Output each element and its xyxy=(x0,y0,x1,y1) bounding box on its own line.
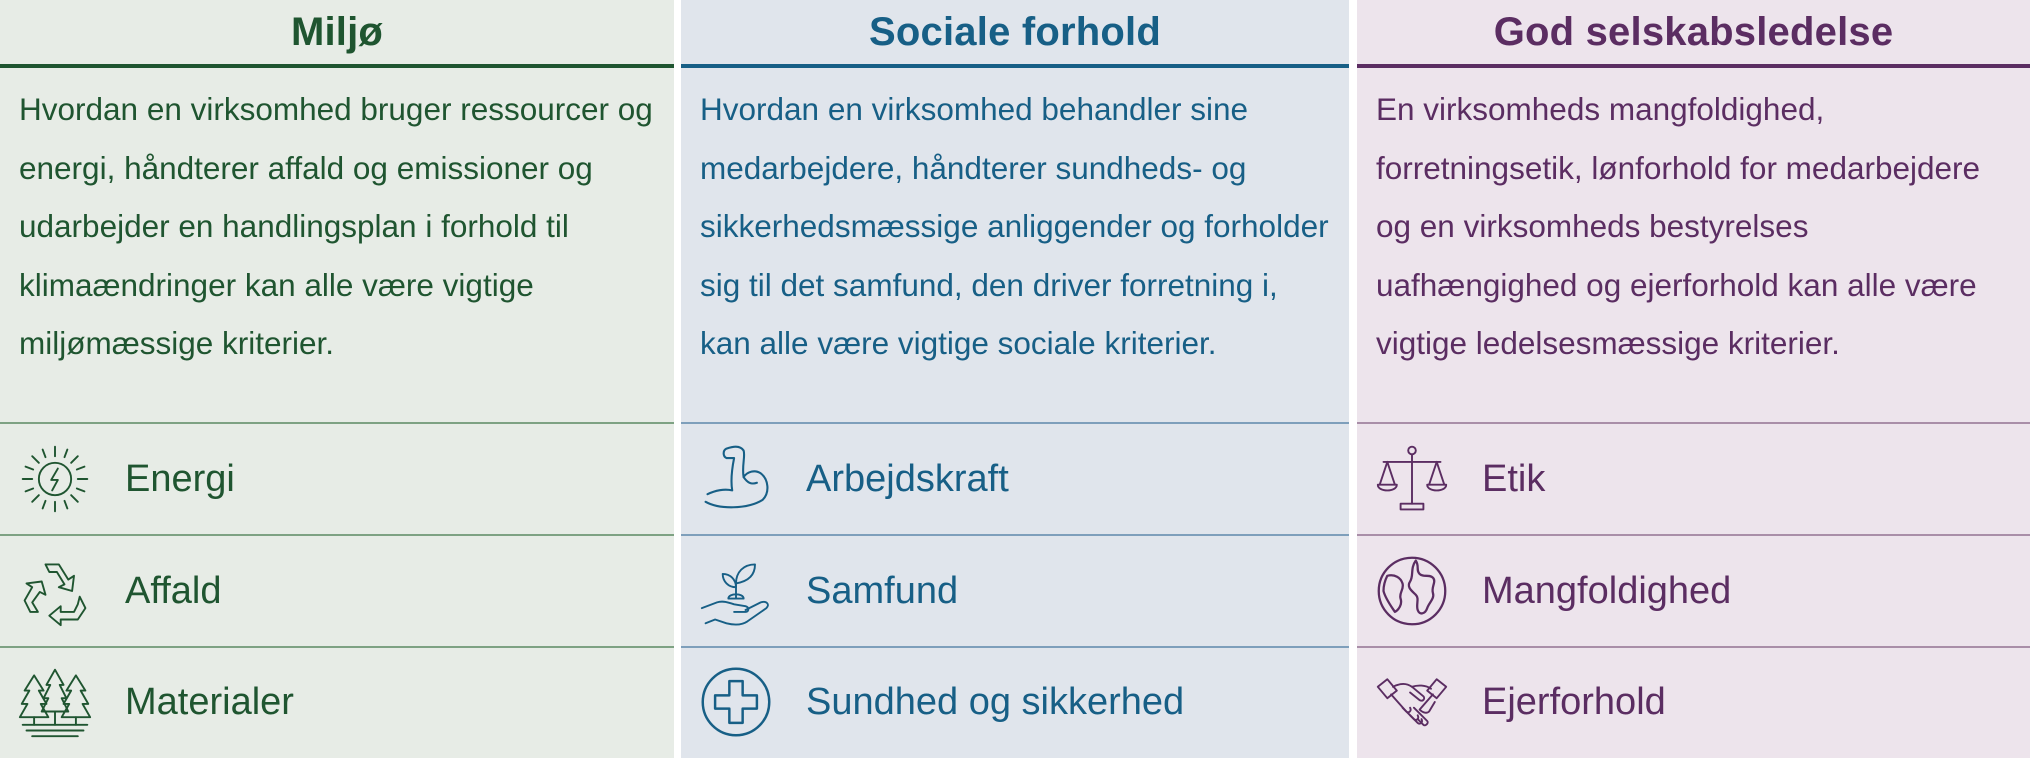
column-environment xyxy=(0,0,674,758)
column-title: Miljø xyxy=(0,0,674,68)
item-mangfoldighed xyxy=(1357,536,2030,648)
column-description: Hvordan en virksomhed behandler sine medarbejdere, håndterer sundheds- og sikkerhedsmæssige anliggender og forholder sig til det samfund, den driver forretning i, kan alle være vigtige sociale kriterier. xyxy=(681,68,1349,424)
item-label: Ejerforhold xyxy=(1482,680,1666,723)
item-materialer xyxy=(0,648,674,756)
flexed-arm-icon xyxy=(696,439,776,519)
column-governance xyxy=(1357,0,2030,758)
item-label: Arbejdskraft xyxy=(806,457,1009,500)
item-label: Sundhed og sikkerhed xyxy=(806,680,1185,723)
item-label: Samfund xyxy=(806,569,959,612)
item-arbejdskraft xyxy=(681,424,1349,536)
column-social xyxy=(681,0,1349,758)
sun-energy-icon xyxy=(15,439,95,519)
item-etik xyxy=(1357,424,2030,536)
item-label: Materialer xyxy=(125,680,294,723)
item-label: Mangfoldighed xyxy=(1482,569,1732,612)
item-ejerforhold xyxy=(1357,648,2030,756)
column-description: Hvordan en virksomhed bruger ressourcer og energi, håndterer affald og emissioner og udarbejder en handlingsplan i forhold til klimaændringer kan alle være vigtige miljømæssige kriterier. xyxy=(0,68,674,424)
column-title: God selskabsledelse xyxy=(1357,0,2030,68)
item-affald xyxy=(0,536,674,648)
medical-cross-icon xyxy=(696,662,776,742)
handshake-icon xyxy=(1372,662,1452,742)
item-sundhed-og-sikkerhed xyxy=(681,648,1349,756)
item-samfund xyxy=(681,536,1349,648)
column-title: Sociale forhold xyxy=(681,0,1349,68)
item-label: Affald xyxy=(125,569,222,612)
hand-sprout-icon xyxy=(696,551,776,631)
recycle-icon xyxy=(15,551,95,631)
item-label: Etik xyxy=(1482,457,1546,500)
forest-icon xyxy=(15,662,95,742)
column-description: En virksomheds mangfoldighed, forretningsetik, lønforhold for medarbejdere og en virksomheds bestyrelses uafhængighed og ejerforhold kan alle være vigtige ledelsesmæssige kriterier. xyxy=(1357,68,2030,424)
item-energi xyxy=(0,424,674,536)
item-label: Energi xyxy=(125,457,235,500)
globe-icon xyxy=(1372,551,1452,631)
scales-icon xyxy=(1372,439,1452,519)
